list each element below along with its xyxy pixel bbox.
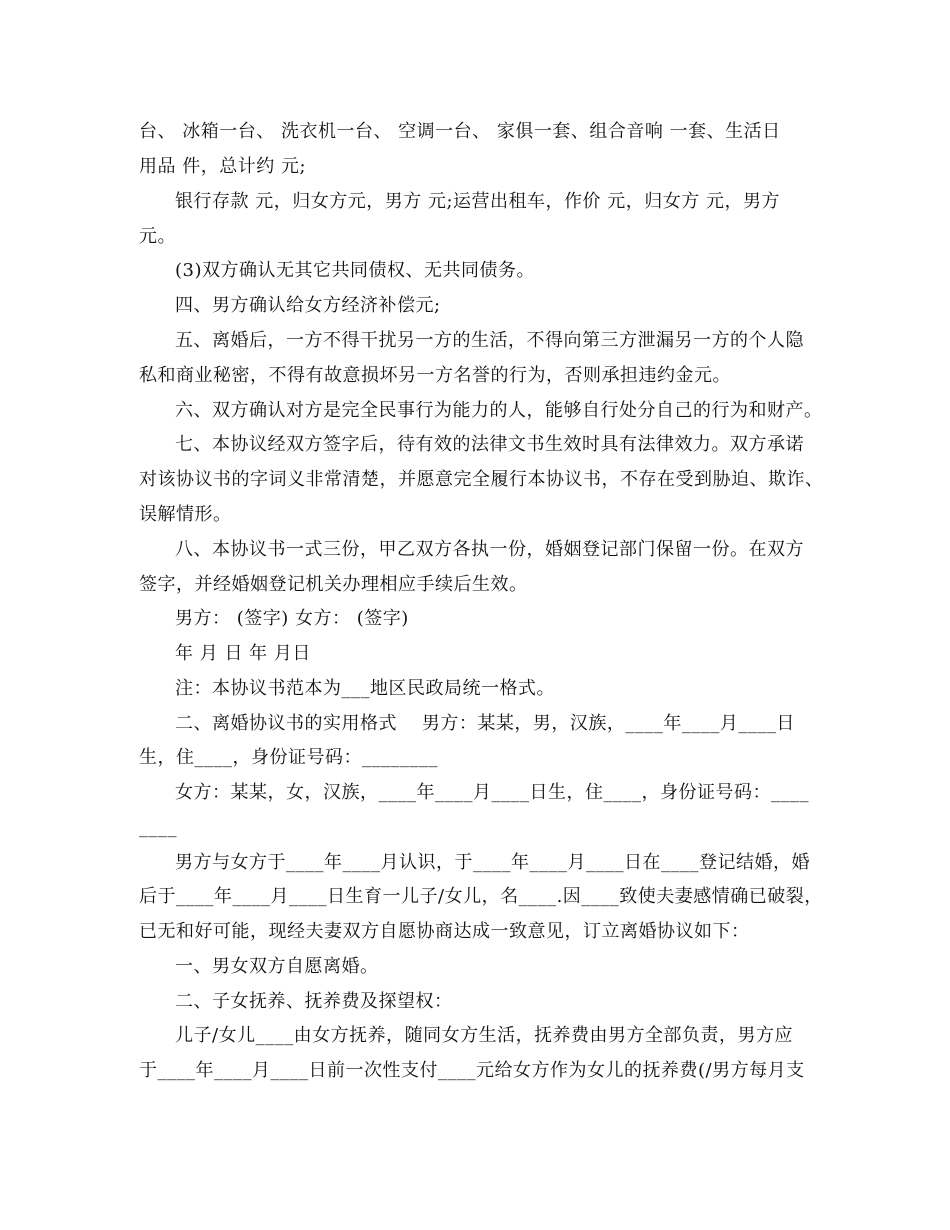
text-line: ____ [139,817,177,838]
text-line: 八、本协议书一式三份，甲乙双方各执一份，婚姻登记部门保留一份。在双方 [175,539,804,560]
text-line: 女方：某某，女，汉族，____年____月____日生，住____，身份证号码：____ [175,782,809,803]
text-line: 男方与女方于____年____月认识，于____年____月____日在____登记结婚，婚 [175,852,810,873]
text-line: (3)双方确认无其它共同债权、无共同债务。 [175,260,535,281]
date-line: 年 月 日 年 月日 [175,643,311,664]
text-line: 于____年____月____日前一次性支付____元给女方作为女儿的抚养费(/男方每月支 [139,1060,805,1081]
text-line: 生，住____，身份证号码：________ [139,747,438,768]
text-line: 后于____年____月____日生育一儿子/女儿，名____.因____致使夫妻感情确已破裂， [139,886,823,907]
signature-line: 男方： (签字) 女方： (签字) [175,608,409,629]
text-line: 儿子/女儿____由女方抚养，随同女方生活，抚养费由男方全部负责，男方应 [175,1025,794,1046]
text-line: 签字，并经婚姻登记机关办理相应手续后生效。 [139,574,528,595]
text-line: 五、离婚后，一方不得干扰另一方的生活，不得向第三方泄漏另一方的个人隐 [175,330,804,351]
text-line: 银行存款 元，归女方元，男方 元;运营出租车，作价 元，归女方 元，男方 [175,191,780,212]
text-line: 误解情形。 [139,504,232,525]
text-line: 对该协议书的字词义非常清楚，并愿意完全履行本协议书，不存在受到胁迫、欺诈、 [139,469,824,490]
note-line: 注：本协议书范本为___地区民政局统一格式。 [175,678,555,699]
text-line: 二、离婚协议书的实用格式 男方：某某，男，汉族，____年____月____日 [175,713,795,734]
text-line: 用品 件，总计约 元; [139,156,307,177]
text-line: 二、子女抚养、抚养费及探望权： [175,991,453,1012]
text-line: 七、本协议经双方签字后，待有效的法律文书生效时具有法律效力。双方承诺 [175,434,804,455]
text-line: 六、双方确认对方是完全民事行为能力的人，能够自行处分自己的行为和财产。 [175,400,823,421]
text-line: 一、男女双方自愿离婚。 [175,956,379,977]
text-line: 已无和好可能，现经夫妻双方自愿协商达成一致意见，订立离婚协议如下： [139,921,750,942]
text-line: 四、男方确认给女方经济补偿元; [175,295,441,316]
text-line: 元。 [139,226,176,247]
text-line: 台、 冰箱一台、 洗衣机一台、 空调一台、 家俱一套、组合音响 一套、生活日 [139,121,781,142]
text-line: 私和商业秘密，不得有故意损坏另一方名誉的行为，否则承担违约金元。 [139,365,731,386]
